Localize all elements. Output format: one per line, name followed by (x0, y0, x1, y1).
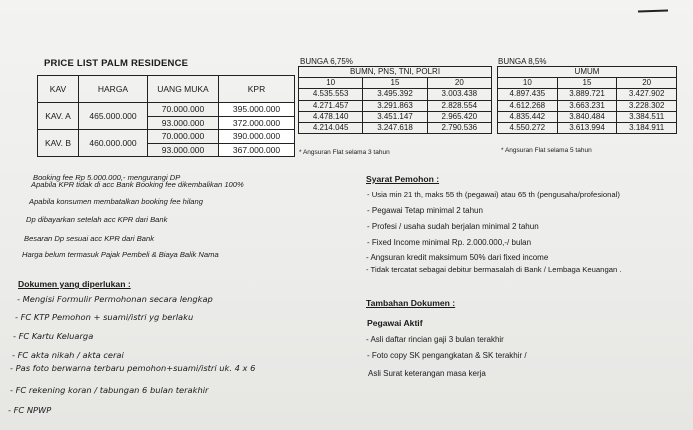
kav-label: KAV. B (38, 130, 79, 157)
dokumen-item: - FC akta nikah / akta cerai (12, 350, 124, 360)
tenor-row (299, 78, 492, 89)
footnote: * Angsuran Flat selama 5 tahun (501, 147, 592, 154)
table-cell: 4.835.442 (498, 111, 558, 122)
note-line: Harga belum termasuk Pajak Pembeli & Biaya Balik Nama (22, 250, 219, 259)
harga-value: 460.000.000 (79, 130, 148, 157)
tenor-header: 20 (617, 78, 677, 89)
price-table (37, 75, 295, 157)
dp-value: 70.000.000 (148, 103, 219, 117)
kpr-value: 372.000.000 (219, 116, 295, 130)
note-line: Dp dibayarkan setelah acc KPR dari Bank (26, 215, 168, 224)
kpr-value: 367.000.000 (219, 143, 295, 157)
note-line: Booking fee Rp 5.000.000,- mengurangi DP (33, 173, 181, 182)
group-header: UMUM (498, 67, 677, 78)
table-cell: 3.247.618 (363, 122, 427, 133)
table-cell: 3.228.302 (617, 100, 677, 111)
table-row (498, 100, 677, 111)
table-cell: 3.840.484 (557, 111, 617, 122)
kpr-value: 390.000.000 (219, 130, 295, 144)
dokumen-item: - FC NPWP (8, 405, 52, 415)
dokumen-item: - Mengisi Formulir Permohonan secara lengkap (17, 294, 213, 304)
dp-value: 93.000.000 (148, 116, 219, 130)
syarat-item: - Fixed Income minimal Rp. 2.000.000,-/ bulan (367, 238, 532, 247)
syarat-item: - Profesi / usaha sudah berjalan minimal 2 tahun (367, 222, 539, 231)
page-title: PRICE LIST PALM RESIDENCE (44, 58, 189, 69)
table-cell: 4.612.268 (498, 100, 558, 111)
bunga-label: BUNGA 6,75% (300, 57, 353, 66)
tenor-header: 10 (299, 78, 363, 89)
kav-label: KAV. A (38, 103, 79, 130)
dokumen-item: - FC rekening koran / tabungan 6 bulan terakhir (10, 385, 209, 395)
dp-value: 70.000.000 (148, 130, 219, 144)
table-cell: 4.897.435 (498, 89, 558, 100)
header-kav: KAV (38, 76, 79, 103)
table-row (299, 122, 492, 133)
header-kpr: KPR (219, 76, 295, 103)
table-cell: 3.663.231 (557, 100, 617, 111)
syarat-heading: Syarat Pemohon : (366, 174, 440, 184)
table-cell: 3.184.911 (617, 122, 677, 133)
price-table-header (38, 76, 295, 103)
installment-table-umum (497, 66, 677, 134)
table-row (299, 100, 492, 111)
tambahan-heading: Tambahan Dokumen : (366, 298, 456, 308)
table-row (498, 111, 677, 122)
table-row (299, 89, 492, 100)
table-cell: 4.271.457 (299, 100, 363, 111)
table-row (38, 103, 295, 117)
tambahan-item: - Asli daftar rincian gaji 3 bulan terakhir (366, 335, 504, 344)
table-cell: 2.828.554 (427, 100, 491, 111)
table-cell: 3.613.994 (557, 122, 617, 133)
syarat-item: - Angsuran kredit maksimum 50% dari fixed income (366, 253, 549, 262)
syarat-item: - Usia min 21 th, maks 55 th (pegawai) atau 65 th (pengusaha/profesional) (367, 190, 620, 199)
table-row (498, 89, 677, 100)
syarat-item: - Tidak tercatat sebagai debitur bermasalah di Bank / Lembaga Keuangan . (366, 265, 622, 274)
tenor-header: 20 (427, 78, 491, 89)
footnote: * Angsuran Flat selama 3 tahun (299, 149, 390, 156)
table-cell: 3.427.902 (617, 89, 677, 100)
syarat-item: - Pegawai Tetap minimal 2 tahun (367, 206, 483, 215)
pen-mark (638, 9, 668, 12)
table-cell: 2.965.420 (427, 111, 491, 122)
harga-value: 465.000.000 (79, 103, 148, 130)
table-cell: 4.550.272 (498, 122, 558, 133)
tenor-header: 10 (498, 78, 558, 89)
table-cell: 4.214.045 (299, 122, 363, 133)
table-cell: 3.003.438 (427, 89, 491, 100)
note-line: Apabila KPR tidak di acc Bank Booking fee dikembalikan 100% (31, 180, 244, 189)
tenor-header: 15 (557, 78, 617, 89)
table-cell: 3.495.392 (363, 89, 427, 100)
bunga-label: BUNGA 8,5% (498, 57, 547, 66)
tenor-header: 15 (363, 78, 427, 89)
dokumen-item: - FC Kartu Keluarga (13, 331, 94, 341)
dokumen-item: - Pas foto berwarna terbaru pemohon+suami/istri uk. 4 x 6 (10, 363, 256, 373)
table-cell: 4.535.553 (299, 89, 363, 100)
table-cell: 3.451.147 (363, 111, 427, 122)
table-row (498, 122, 677, 133)
table-cell: 3.291.863 (363, 100, 427, 111)
installment-table-bumn (298, 66, 492, 134)
header-harga: HARGA (79, 76, 148, 103)
table-cell: 4.478.140 (299, 111, 363, 122)
table-row (299, 111, 492, 122)
header-uang-muka: UANG MUKA (148, 76, 219, 103)
dp-value: 93.000.000 (148, 143, 219, 157)
pegawai-aktif-heading: Pegawai Aktif (367, 318, 423, 328)
tenor-row (498, 78, 677, 89)
kpr-value: 395.000.000 (219, 103, 295, 117)
group-header: BUMN, PNS, TNI, POLRI (299, 67, 492, 78)
tambahan-item: - Foto copy SK pengangkatan & SK terakhir / (367, 351, 527, 360)
note-line: Apabila konsumen membatalkan booking fee hilang (29, 197, 203, 206)
table-cell: 2.790.536 (427, 122, 491, 133)
table-row (38, 130, 295, 144)
dokumen-item: - FC KTP Pemohon + suami/istri yg berlaku (15, 312, 194, 322)
table-cell: 3.384.511 (617, 111, 677, 122)
tambahan-item: Asli Surat keterangan masa kerja (368, 369, 486, 378)
table-cell: 3.889.721 (557, 89, 617, 100)
dokumen-heading: Dokumen yang diperlukan : (18, 279, 131, 289)
note-line: Besaran Dp sesuai acc KPR dari Bank (24, 234, 155, 243)
